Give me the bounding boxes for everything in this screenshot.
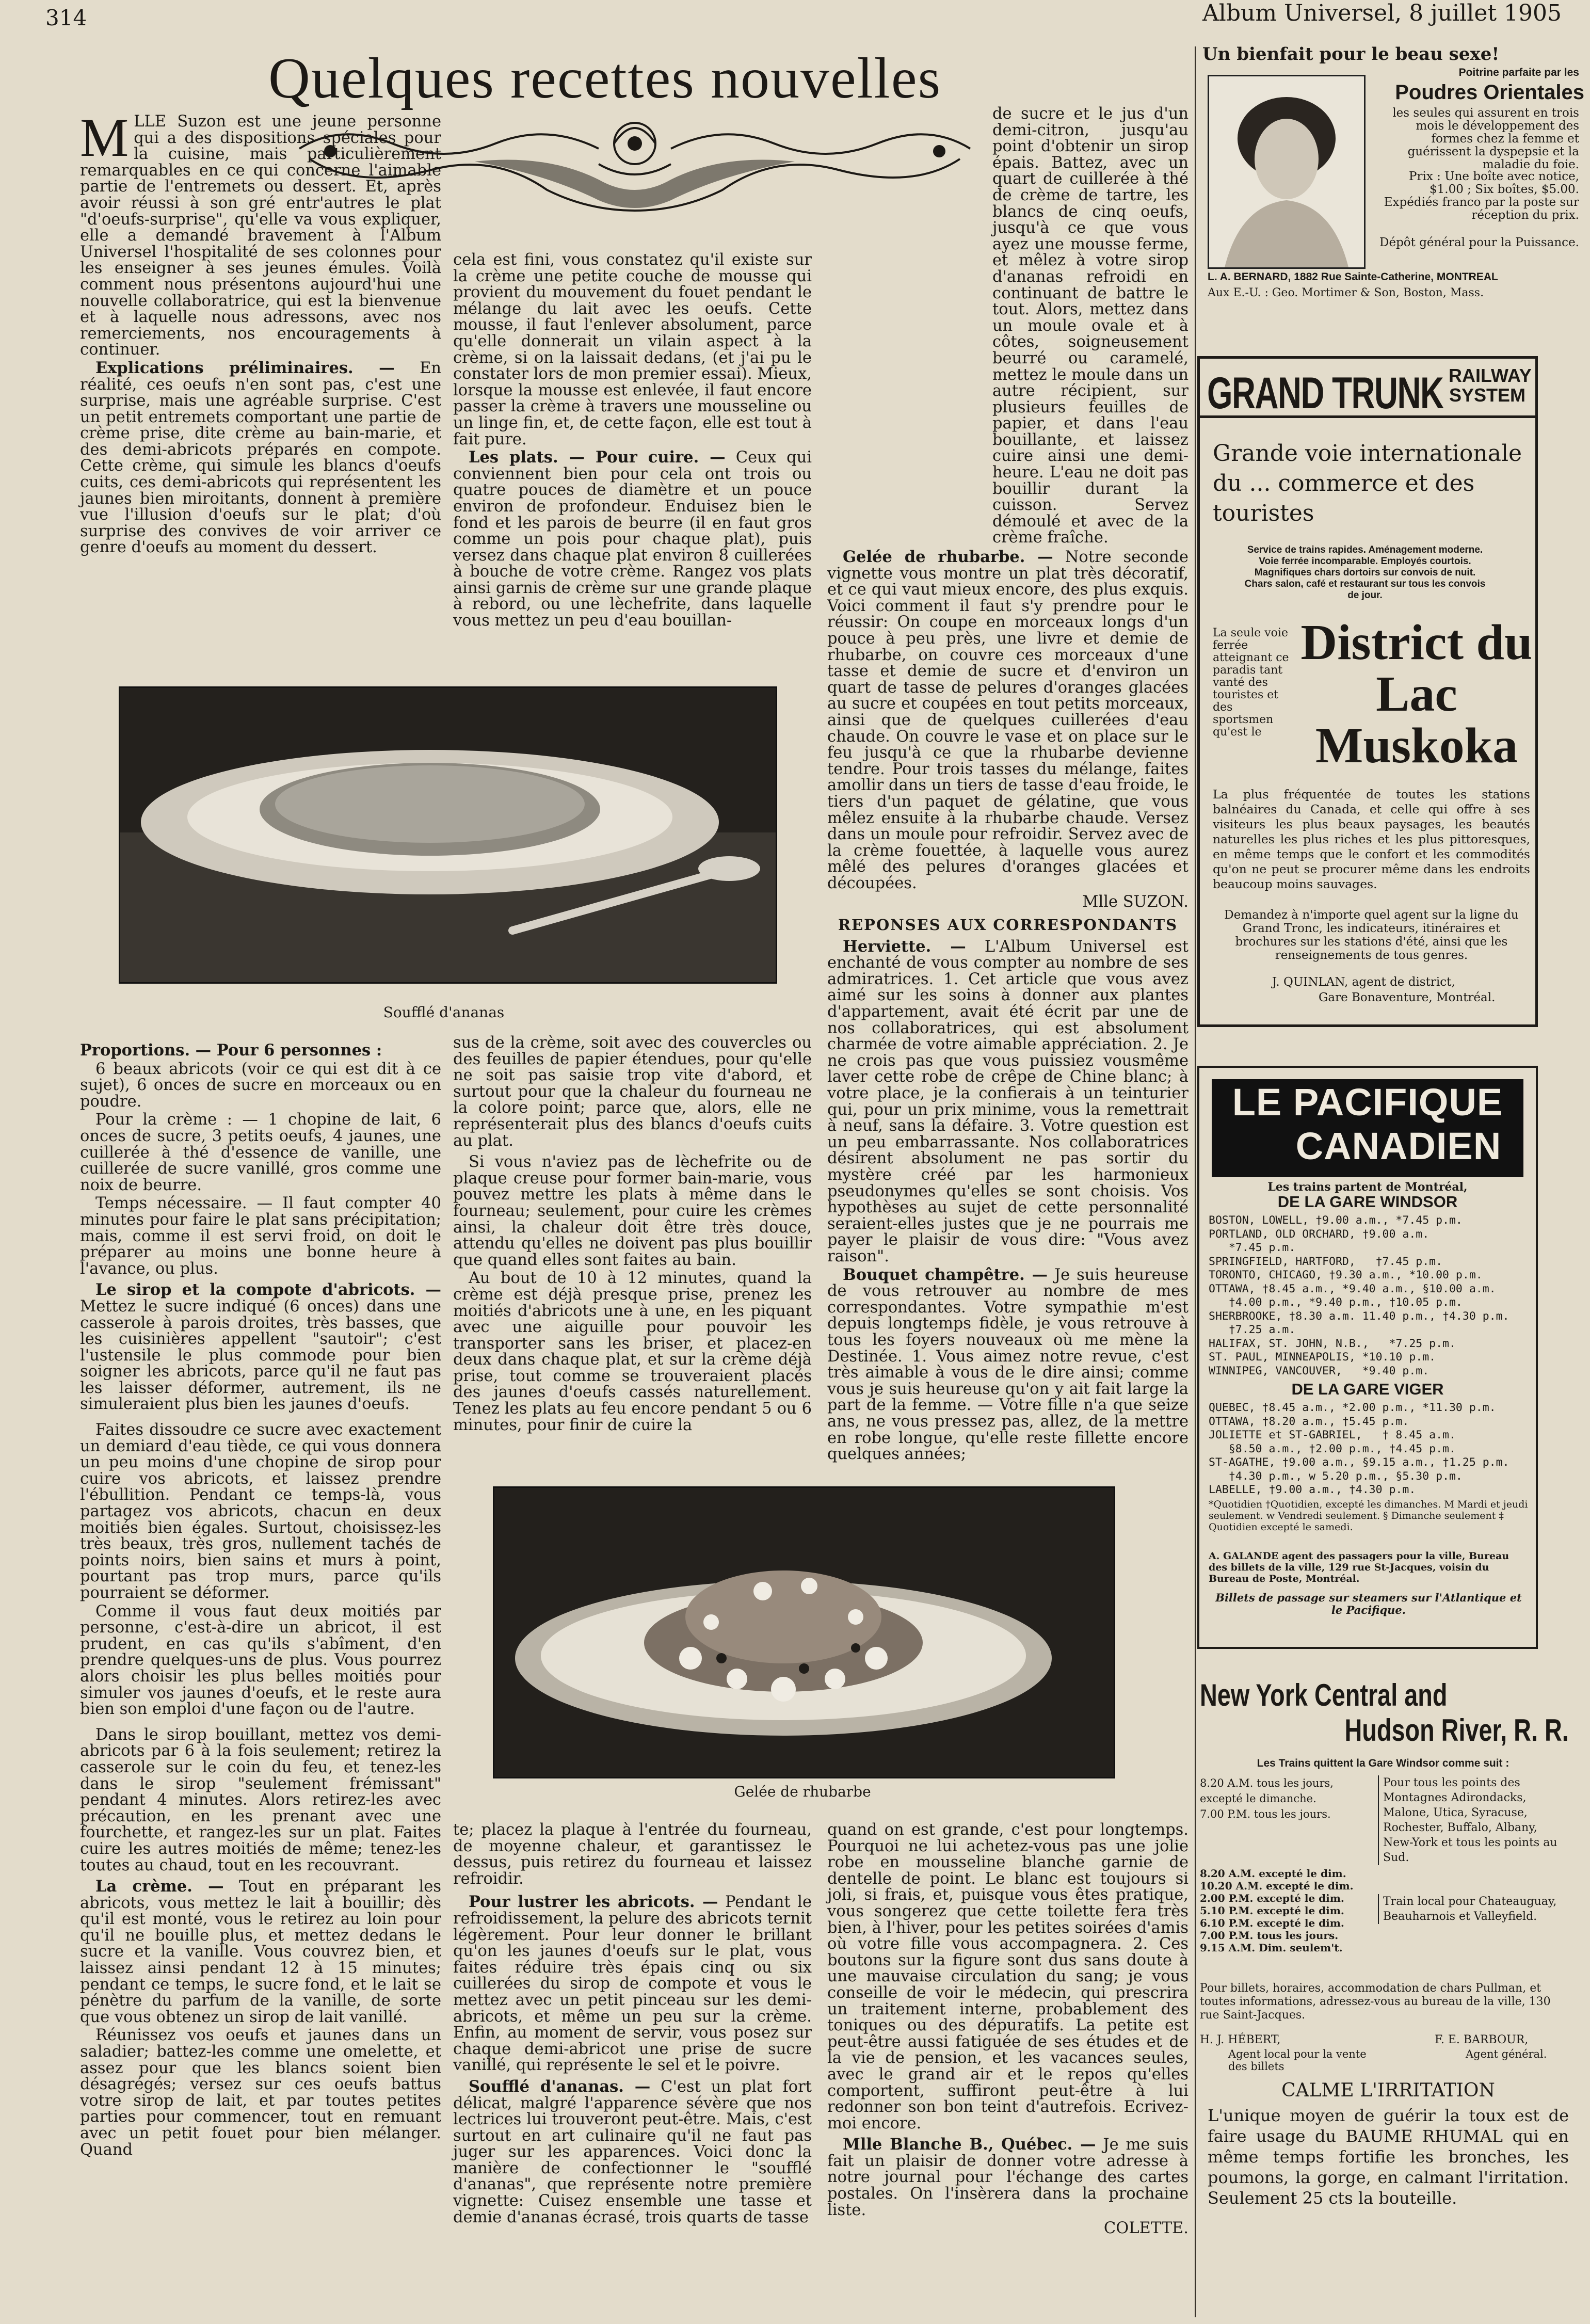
souffle-dish-illustration xyxy=(120,688,776,982)
col2-top-text: cela est fini, vous constatez qu'il existe sur la crème une petite couche de mousse qui provient du mouvement du fouet pendant le mélange du lait avec les oeufs. Cette mousse, il faut l'enlever absolument, parce qu'elle donnerait un vilain aspect à la crème, si on la laissait dedans, (et j'ai pu le constater lors de mon premier essai). Mieux, lorsque la mousse est enlevée, il faut encore passer la crème à travers une mousseline ou un linge fin, et, de cette façon, elle est tout à fait pure. xyxy=(453,251,812,448)
pacifique-windsor-heading: DE LA GARE WINDSOR xyxy=(1277,1193,1458,1211)
explications-heading: Explications préliminaires. — xyxy=(95,358,395,377)
ad-calme-irritation xyxy=(1208,2080,1569,2208)
article-column-1-top xyxy=(80,107,441,558)
lustrer-heading: Pour lustrer les abricots. — xyxy=(469,1893,718,1912)
schedule-line: *7.45 p.m. xyxy=(1209,1241,1296,1254)
nyc-schedule-bottom xyxy=(1200,1867,1370,1954)
schedule-line: ST. PAUL, MINNEAPOLIS, *10.10 p.m. xyxy=(1209,1351,1436,1364)
col3-bottom-text: quand on est grande, c'est pour longtemps. Pourquoi ne lui achetez-vous pas une jolie robe en mousseline blanche garnie de dentelle de point. Le blanc est toujours si joli, si frais, et, puisque vous êtes pratique, vous songerez que cette toilette fera très bien, à l'hiver, pour les petites soirées d'amis où votre fille vous accompagnera. 2. Ces boutons sur la figure sont dus sans doute à une mauvaise circulation du sang; je vous conseille de voir le médecin, qui prescrira un traitement interne, probablement des toniques ou des dépuratifs. La petite est peut-être aussi fatiguée de ses études et de la vie de pension, et les vacances seules, avec le grand air et le repos qu'elles comportent, suffiront peut-être à lui redonner son bon teint d'autrefois. Ecrivez-moi encore. xyxy=(827,1821,1189,2133)
blanche-heading: Mlle Blanche B., Québec. — xyxy=(843,2135,1096,2154)
comme-text: Comme il vous faut deux moitiés par personne, c'est-à-dire un abricot, il est prudent, en cas qu'ils s'abîment, d'en prendre quelques-uns de plus. Vous pourrez alors choisir les plus belles moitiés pour simuler vos jaunes d'oeufs, et le reste aura bien son emploi d'une façon ou de l'autre. xyxy=(80,1602,441,1719)
schedule-line: §8.50 a.m., †2.00 p.m., †4.45 p.m. xyxy=(1209,1442,1456,1455)
dans-sirop-text: Dans le sirop bouillant, mettez vos demi-abricots par 6 à la fois seulement; retirez la casserole sur le coin du feu, et tenez-les dans le sirop "seulement frémissant" pendant 4 minutes. Alors retirez-les avec précaution, en les prenant avec une fourchette, et rangez-les sur un plat. Faites cuire les autres moitiés de même; tenez-les toutes au chaud, tout en les recouvrant. xyxy=(80,1725,441,1874)
grand-trunk-title: GRAND TRUNK xyxy=(1207,368,1443,418)
explications-text: En réalité, ces oeufs n'en sont pas, c'est une surprise, mais une agréable surprise. C'est un petit entremets comportant une partie de crème prise, dite crème au bain-marie, et des demi-abricots préparés en compote. Cette crème, qui simule les blancs d'oeufs cuits, ces demi-abricots qui représentent les jaunes bien miroitants, donnent à première vue l'illusion d'oeufs sur le plat; d'où surprise des convives de voir arriver ce genre d'oeufs au moment du dessert. xyxy=(80,359,441,557)
au-bout-text: Au bout de 10 à 12 minutes, quand la crème est déjà presque prise, prenez les moitiés d'abricots une à une, en les piquant avec une aiguille pour pouvoir les transporter sans les briser, et placez-en deux dans chaque plat, et sur la crème déjà prise, tout comme se trouveraient placés des jaunes d'oeufs cassés naturellement. Tenez les plats au feu encore pendant 5 ou 6 minutes, pour finir de cuire la xyxy=(453,1269,812,1434)
grand-trunk-district: District du Lac Muskoka xyxy=(1300,615,1533,774)
intro-paragraph xyxy=(80,107,441,359)
reunissez-text: Réunissez vos oeufs et jaunes dans un saladier; battez-les comme une omelette, et assez pour que les blancs soient bien désagrégés; versez sur ces oeufs battus votre sirop de lait, et par toutes petites parties pour commencer, tout en remuant avec un petit fouet pour bien mélanger. Quand xyxy=(80,2026,441,2159)
signature-colette: COLETTE. xyxy=(1103,2219,1189,2238)
calme-title: CALME L'IRRITATION xyxy=(1281,2080,1495,2101)
gelee-heading: Gelée de rhubarbe. — xyxy=(843,548,1053,567)
poudres-portrait xyxy=(1208,75,1366,269)
reponses-heading: REPONSES AUX CORRESPONDANTS xyxy=(838,916,1178,934)
schedule-line: SHERBROOKE, †8.30 a.m. 11.40 p.m., †4.30 p.m. xyxy=(1209,1309,1509,1323)
ad-new-york-central xyxy=(1197,1677,1569,2142)
ad-grand-trunk xyxy=(1197,356,1538,1027)
nyc-title-1: New York Central and xyxy=(1200,1678,1448,1712)
pacifique-leaving: Les trains partent de Montréal, xyxy=(1267,1180,1468,1194)
nyc-schedule-row: 8.20 A.M. excepté le dim. xyxy=(1200,1867,1346,1880)
si-vous-text: Si vous n'aviez pas de lèchefrite ou de plaque creuse pour former bain-marie, vous pouvez mettre les plats à même dans le fourneau; seulement, pour cuire les crèmes ainsi, la chaleur doit être très douce, attendu qu'elles ne doivent pas plus bouillir que quand elles sont faites au bain. xyxy=(453,1153,812,1269)
schedule-line: HALIFAX, ST. JOHN, N.B., *7.25 p.m. xyxy=(1209,1337,1456,1350)
grand-trunk-demandez: Demandez à n'importe quel agent sur la ligne du Grand Tronc, les indicateurs, itinéraires et brochures sur les stations d'été, ainsi que les renseignements de tous genres. xyxy=(1224,908,1519,962)
nyc-schedule-row: 10.20 A.M. excepté le dim. xyxy=(1200,1880,1354,1892)
photo-souffle-ananas xyxy=(119,686,777,984)
poudres-us: Aux E.-U. : Geo. Mortimer & Son, Boston, Mass. xyxy=(1208,286,1484,299)
proportions-text: 6 beaux abricots (voir ce qui est dit à ce sujet), 6 onces de sucre en morceaux ou en poudre. xyxy=(80,1060,441,1111)
schedule-line: OTTAWA, †8.45 a.m., *9.40 a.m., §10.00 a.m. xyxy=(1209,1282,1496,1295)
pacifique-title-2: CANADIEN xyxy=(1295,1125,1502,1167)
photo-1-caption: Soufflé d'ananas xyxy=(383,1004,505,1021)
article-column-3-bottom xyxy=(827,1822,1189,2239)
bouquet-heading: Bouquet champêtre. — xyxy=(843,1265,1048,1284)
drop-cap: M xyxy=(80,107,129,168)
pacifique-viger-heading: DE LA GARE VIGER xyxy=(1291,1380,1444,1398)
poudres-body: les seules qui assurent en trois mois le développement des formes chez la femme et guérissent la dyspepsie et la maladie du foie. xyxy=(1392,106,1579,171)
schedule-line: LABELLE, †9.00 a.m., †4.30 p.m. xyxy=(1209,1483,1416,1496)
nyc-schedule-row: 6.10 P.M. excepté le dim. xyxy=(1200,1917,1344,1929)
sirop-text: Mettez le sucre indiqué (6 onces) dans une casserole à parois droites, très basses, que les cuisinières appellent "sautoir"; c'est l'ustensile le plus commode pour bien soigner les abricots, parce qu'il ne faut pas les laisser déformer, autrement, ils ne simuleraient plus bien les jaunes d'oeufs. xyxy=(80,1297,441,1414)
gelee-text: Notre seconde vignette vous montre un plat très décoratif, et ce qui vaut mieux encore, des plus exquis. Voici comment il faut s'y prendre pour le réussir: On coupe en morceaux longs d'un pouce à peu près, une livre et demie de rhubarbe, on couvre ces morceaux d'une tasse et demie de sucre et d'environ un quart de tasse de pelures d'oranges glacées au sucre et coupées en tout petits morceaux, ainsi que de quelques cuillerées d'eau chaude. On couvre le vase et on place sur le feu jusqu'à ce que la rhubarbe devienne tendre. Pour trois tasses du mélange, faites amollir dans un tiers de tasse d'eau froide, le tiers d'un paquet de gélatine, que vous mêlez ensuite à la rhubarbe chaude. Versez dans un moule pour refroidir. Servez avec de la crème fouettée, à laquelle vous aurez mêlé des pelures d'oranges glacées et découpées. xyxy=(827,548,1189,892)
sirop-paragraph xyxy=(80,1282,441,1413)
blanche-text: Je me suis fait un plaisir de donner votre adresse à notre journal pour l'échange des cartes postales. On l'insèrera dans la prochaine liste. xyxy=(827,2136,1189,2219)
col2-mid-text: sus de la crème, soit avec des couvercles ou des feuilles de papier étendues, pour qu'elle ne soit pas saisie trop vite d'abord, et surtout pour que la chaleur du fourneau ne la colore point; parce que, alors, elle ne représenterait plus des blancs d'oeufs cuits au plat. xyxy=(453,1034,812,1150)
schedule-line: TORONTO, CHICAGO, †9.30 a.m., *10.00 p.m. xyxy=(1209,1269,1483,1281)
grand-trunk-tagline: Grande voie internationale du ... commerce et des touristes xyxy=(1213,440,1522,526)
col2-bottom-text: te; placez la plaque à l'entrée du fourneau, de moyenne chaleur, et garantissez le dessus, puis retirez du fourneau et laissez refroidir. xyxy=(453,1821,812,1888)
herviette-heading: Herviette. — xyxy=(843,937,966,956)
nyc-info: Pour billets, horaires, accommodation de chars Pullman, et toutes informations, adressez-vous au bureau de la ville, 130 rue Saint-Jacques. xyxy=(1200,1982,1551,2022)
schedule-line: JOLIETTE et ST-GABRIEL, † 8.45 a.m. xyxy=(1209,1429,1456,1441)
schedule-line: SPRINGFIELD, HARTFORD, †7.45 p.m. xyxy=(1209,1255,1443,1268)
signature-suzon: Mlle SUZON. xyxy=(1082,892,1189,911)
nyc-schedule-row: 8.20 A.M. tous les jours, excepté le dimanche. xyxy=(1200,1777,1334,1805)
nyc-schedule-row: 7.00 P.M. tous les jours. xyxy=(1200,1808,1331,1820)
proportions-heading: Proportions. — Pour 6 personnes : xyxy=(80,1041,382,1060)
creme-paragraph xyxy=(80,1879,441,2025)
nyc-schedule-row: 9.15 A.M. Dim. seulem't. xyxy=(1200,1942,1343,1954)
grand-trunk-side: La seule voie ferrée atteignant ce paradis tant vanté des touristes et des sportsmen qu'est le xyxy=(1213,627,1289,739)
ad-pacifique-canadien xyxy=(1197,1066,1538,1649)
nyc-dest-1: Pour tous les points des Montagnes Adirondacks, Malone, Utica, Syracuse, Rochester, Buffalo, Albany, New-York et tous les points au Sud. xyxy=(1378,1775,1569,1865)
schedule-line: †4.30 p.m., w 5.20 p.m., §5.30 p.m. xyxy=(1209,1469,1463,1483)
poudres-address: L. A. BERNARD, 1882 Rue Sainte-Catherine, MONTREAL xyxy=(1208,271,1498,283)
creme-heading: La crème. — xyxy=(95,1877,224,1896)
herviette-text: L'Album Universel est enchanté de vous compter au nombre de ses admiratrices. 1. Cet article que vous avez aimé sur les soins à donner aux plantes d'appartement, avait été écrit par une de nos collaboratrices, qui est absolument charmée de votre aimable appréciation. 2. Je ne crois pas que vous puissiez vousmême laver cette robe de crêpe de Chine blanc; à votre place, je la confierais à un teinturier qui, pour un prix minime, vous la remettrait à neuf, sans la défaire. 3. Votre question est un peu embarrassante. Nos collaboratrices désirent absolument ne pas sortir du mystère créé par les harmonieux pseudonymes qu'elles se sont choisis. Vos hypothèses au sujet de cette personnalité seraient-elles justes que je ne pourrais me payer le plaisir de vous dire: "Vous avez raison". xyxy=(827,937,1189,1265)
nyc-agent-1-role: Agent local pour la vente des billets xyxy=(1228,2048,1367,2073)
nyc-agent-1: H. J. HÉBERT, xyxy=(1200,2033,1281,2046)
schedule-line: †7.25 a.m. xyxy=(1209,1323,1296,1336)
lustrer-text: Pendant le refroidissement, la pelure des abricots ternit légèrement. Pour leur donner le brillant qu'on les jaunes d'oeufs sur le plat, vous faites réduire très épais cinq ou six cuillerées du sirop de compote et vous le mettez avec un petit pinceau sur les demi-abricots, et même un peu sur la crème. Enfin, au moment de servir, vous posez sur chaque demi-abricot une prise de sucre vanillé, qui représente le sel et le poivre. xyxy=(453,1893,812,2075)
article-title: Quelques recettes nouvelles xyxy=(268,46,942,110)
pour-creme-text: Pour la crème : — 1 chopine de lait, 6 onces de sucre, 3 petits oeufs, 4 jaunes, une cuillerée à thé d'essence de vanille, une cuillerée de sucre vanillé, gros comme une noix de beurre. xyxy=(80,1111,441,1194)
poudres-headline: Un bienfait pour le beau sexe! xyxy=(1202,44,1500,65)
nyc-schedule-top xyxy=(1200,1775,1375,1822)
article-column-2-top xyxy=(453,252,812,631)
blanche-paragraph xyxy=(827,2137,1189,2218)
pacifique-title-band xyxy=(1212,1079,1523,1177)
article-column-2-bottom xyxy=(453,1822,812,2227)
article-column-2-mid xyxy=(453,1035,812,1435)
col3-top-text: de sucre et le jus d'un demi-citron, jusqu'au point d'obtenir un sirop épais. Battez, avec un quart de cuillerée à thé de crème de tartre, les blancs de cinq oeufs, jusqu'à ce que vous ayez une mousse ferme, et mêlez à votre sirop d'ananas refroidi en continuant de battre le tout. Alors, mettez dans un moule ovale et à côtes, soigneusement beurré ou caramelé, mettez le moule dans un autre récipient, sur plusieurs feuilles de papier, et dans l'eau bouillante, et laissez cuire ainsi une demi-heure. L'eau ne doit pas bouillir durant la cuisson. Servez démoulé et avec de la crème fraîche. xyxy=(992,105,1189,547)
nyc-schedule-row: 7.00 P.M. tous les jours. xyxy=(1200,1929,1339,1942)
calme-text: L'unique moyen de guérir la toux est de faire usage du BAUME RHUMAL qui en même temps fortifie les bronches, les poumons, la gorge, en calmant l'irritation. Seulement 25 cts la bouteille. xyxy=(1208,2106,1569,2208)
plats-heading: Les plats. — Pour cuire. — xyxy=(469,448,726,467)
plats-text: Ceux qui conviennent bien pour cela ont trois ou quatre pouces de diamètre et un pouce environ de profondeur. Enduisez bien le fond et les parois de beurre (il en faut gros comme un pois pour chaque plat), puis versez dans chaque plat environ 8 cuillerées à bouche de votre crème. Rangez vos plats ainsi garnis de crème sur une grande plaque à rebord, ou une lèchefrite, dans laquelle vous mettez un peu d'eau bouillan- xyxy=(453,448,812,630)
article-column-3 xyxy=(827,106,1189,1465)
herviette-paragraph xyxy=(827,939,1189,1265)
column-divider xyxy=(1195,46,1196,2317)
poudres-price: Prix : Une boîte avec notice, $1.00 ; Six boîtes, $5.00. Expédiés franco par la poste sur réception du prix. xyxy=(1384,170,1579,222)
pacifique-agent: A. GALANDE agent des passagers pour la ville, Bureau des billets de la ville, 129 rue St-Jacques, voisin du Bureau de Poste, Montréal. xyxy=(1209,1550,1509,1584)
nyc-title-2: Hudson River, R. R. xyxy=(1344,1713,1569,1748)
faites-text: Faites dissoudre ce sucre avec exactement un demiard d'eau tiède, ce qui vous donnera un peu moins d'une chopine de sirop pour cuire vos abricots, et laissez prendre l'ébullition. Pendant ce temps-là, vous partagez vos abricots, chacun en deux moitiés bien égales. Surtout, choisissez-les très beaux, très gros, nullement tachés de points noirs, bien sains et murs à point, pourtant pas trop murs, parce qu'ils pourraient se déformer. xyxy=(80,1421,441,1602)
creme-text: Tout en préparant les abricots, vous mettez le lait à bouillir; dès qu'il est monté, vous le retirez au loin pour qu'il ne bouille plus, et mettez dedans le sucre et la vanille. Vous couvrez bien, et laissez ainsi pendant 12 à 15 minutes; pendant ce temps, le sucre fond, et le lait se pénètre du parfum de la vanille, de sorte que vous obtenez un sirop de lait vanillé. xyxy=(80,1878,441,2026)
grand-trunk-band xyxy=(1200,359,1535,418)
pacifique-billets: Billets de passage sur steamers sur l'Atlantique et le Pacifique. xyxy=(1215,1591,1522,1616)
grand-trunk-service: Service de trains rapides. Aménagement moderne. Voie ferrée incomparable. Employés courtois. Magnifiques chars dortoirs sur convois de nuit. Chars salon, café et restaurant sur tous les convois de jour. xyxy=(1244,544,1486,601)
woman-portrait-icon xyxy=(1209,76,1364,267)
bouquet-text: Je suis heureuse de vous retrouver au nombre de mes correspondantes. Votre sympathie m'est depuis longtemps fidèle, je vous retrouve à tous les foyers nouveaux où me mène la Destinée. 1. Vous aimez notre revue, c'est très aimable à vous de le dire ainsi; comme vous je suis heureuse qu'on y ait fait large la part de la femme. — Votre fille n'a que seize ans, ne vous pressez pas, allez, de la mettre en robe longue, qu'elle reste fillette encore quelques années; xyxy=(827,1265,1189,1464)
temps-text: Temps nécessaire. — Il faut compter 40 minutes pour faire le plat sans précipitation; mais, comme il est servi froid, on doit le préparer au moins une bonne heure à l'avance, ou plus. xyxy=(80,1194,441,1278)
nyc-schedule-row: 2.00 P.M. excepté le dim. xyxy=(1200,1892,1344,1904)
poudres-sub: Poitrine parfaite par les xyxy=(1458,67,1579,78)
schedule-line: WINNIPEG, VANCOUVER, *9.40 p.m. xyxy=(1209,1364,1430,1377)
schedule-line: BOSTON, LOWELL, †9.00 a.m., *7.45 p.m. xyxy=(1209,1214,1463,1227)
schedule-line: PORTLAND, OLD ORCHARD, †9.00 a.m. xyxy=(1209,1227,1430,1241)
lustrer-paragraph xyxy=(453,1894,812,2074)
plats-paragraph xyxy=(453,450,812,629)
explications-paragraph xyxy=(80,360,441,556)
schedule-line: QUEBEC, †8.45 a.m., *2.00 p.m., *11.30 p.m. xyxy=(1209,1401,1496,1414)
page-number: 314 xyxy=(45,5,87,30)
intro-text: LLE Suzon est une jeune personne qui a des dispositions spéciales pour la cuisine, mais particulièrement remarquables en ce qui concerne l'aimable partie de l'entremets ou dessert. Et, après avoir réussi à son gré entr'autres le plat "d'oeufs-surprise", qu'elle va vous expliquer, elle a demandé bravement à l'Album Universel l'hospitalité de ses colonnes pour les enseigner à ses jeunes émules. Voilà comment nous présentons aujourd'hui une nouvelle collaboratrice, qui est la bienvenue et à laquelle nous adressons, avec nos remerciements, nos encouragements à continuer. xyxy=(80,113,441,359)
ad-poudres-orientales xyxy=(1202,44,1584,312)
souffle-heading: Soufflé d'ananas. — xyxy=(469,2077,651,2096)
schedule-line: †4.00 p.m., *9.40 p.m., †10.05 p.m. xyxy=(1209,1296,1463,1309)
photo-2-caption: Gelée de rhubarbe xyxy=(734,1783,871,1800)
grand-trunk-desc: La plus fréquentée de toutes les stations balnéaires du Canada, et celle qui offre à ses visiteurs les plus beaux paysages, les beautés naturelles les plus riches et les plus pittoresques, en même temps que le confort et les commodités qu'on ne peut se procurer même dans les endroits beaucoup moins sauvages. xyxy=(1213,787,1530,891)
grand-trunk-gare: Gare Bonaventure, Montréal. xyxy=(1319,991,1496,1004)
gelee-paragraph xyxy=(827,549,1189,891)
souffle-text: C'est un plat fort délicat, malgré l'apparence sévère que nos lectrices lui trouveront peut-être. Mais, c'est surtout en art culinaire qu'il ne faut pas juger sur les apparences. Voici donc la manière de confectionner le "soufflé d'ananas", que représente notre première vignette: Cuisez ensemble une tasse et demie d'ananas écrasé, trois quarts de tasse xyxy=(453,2077,812,2226)
poudres-brand: Poudres Orientales xyxy=(1395,81,1584,104)
article-column-1-bottom xyxy=(80,1043,441,2160)
nyc-dest-2: Train local pour Chateauguay, Beauharnois et Valleyfield. xyxy=(1378,1894,1569,1924)
nyc-agent-2: F. E. BARBOUR, xyxy=(1435,2033,1529,2046)
gelee-dish-illustration xyxy=(494,1488,1114,1777)
schedule-line: OTTAWA, †8.20 a.m., †5.45 p.m. xyxy=(1209,1415,1409,1428)
poudres-depot: Dépôt général pour la Puissance. xyxy=(1379,236,1579,249)
nyc-sub: Les Trains quittent la Gare Windsor comme suit : xyxy=(1257,1757,1509,1769)
grand-trunk-system: RAILWAY SYSTEM xyxy=(1449,365,1532,406)
bouquet-paragraph xyxy=(827,1267,1189,1463)
souffle-paragraph xyxy=(453,2079,812,2225)
schedule-line: ST-AGATHE, †9.00 a.m., §9.15 a.m., †1.25 p.m. xyxy=(1209,1456,1509,1469)
pacifique-viger-schedule xyxy=(1209,1401,1534,1497)
pacifique-notes: *Quotidien †Quotidien, excepté les dimanches. M Mardi et jeudi seulement. w Vendredi seulement. § Dimanche seulement ‡ Quotidien excepté le samedi. xyxy=(1209,1499,1528,1533)
nyc-agent-2-role: Agent général. xyxy=(1466,2048,1547,2060)
pacifique-windsor-schedule xyxy=(1209,1214,1534,1378)
running-head: Album Universel, 8 juillet 1905 xyxy=(1202,0,1562,26)
pacifique-title-1: LE PACIFIQUE xyxy=(1232,1081,1503,1124)
nyc-schedule-row: 5.10 P.M. excepté le dim. xyxy=(1200,1904,1344,1917)
photo-gelee-rhubarbe xyxy=(493,1486,1115,1778)
proportions-paragraph xyxy=(80,1043,441,1059)
sirop-heading: Le sirop et la compote d'abricots. — xyxy=(95,1280,441,1300)
grand-trunk-agent: J. QUINLAN, agent de district, xyxy=(1272,975,1455,989)
